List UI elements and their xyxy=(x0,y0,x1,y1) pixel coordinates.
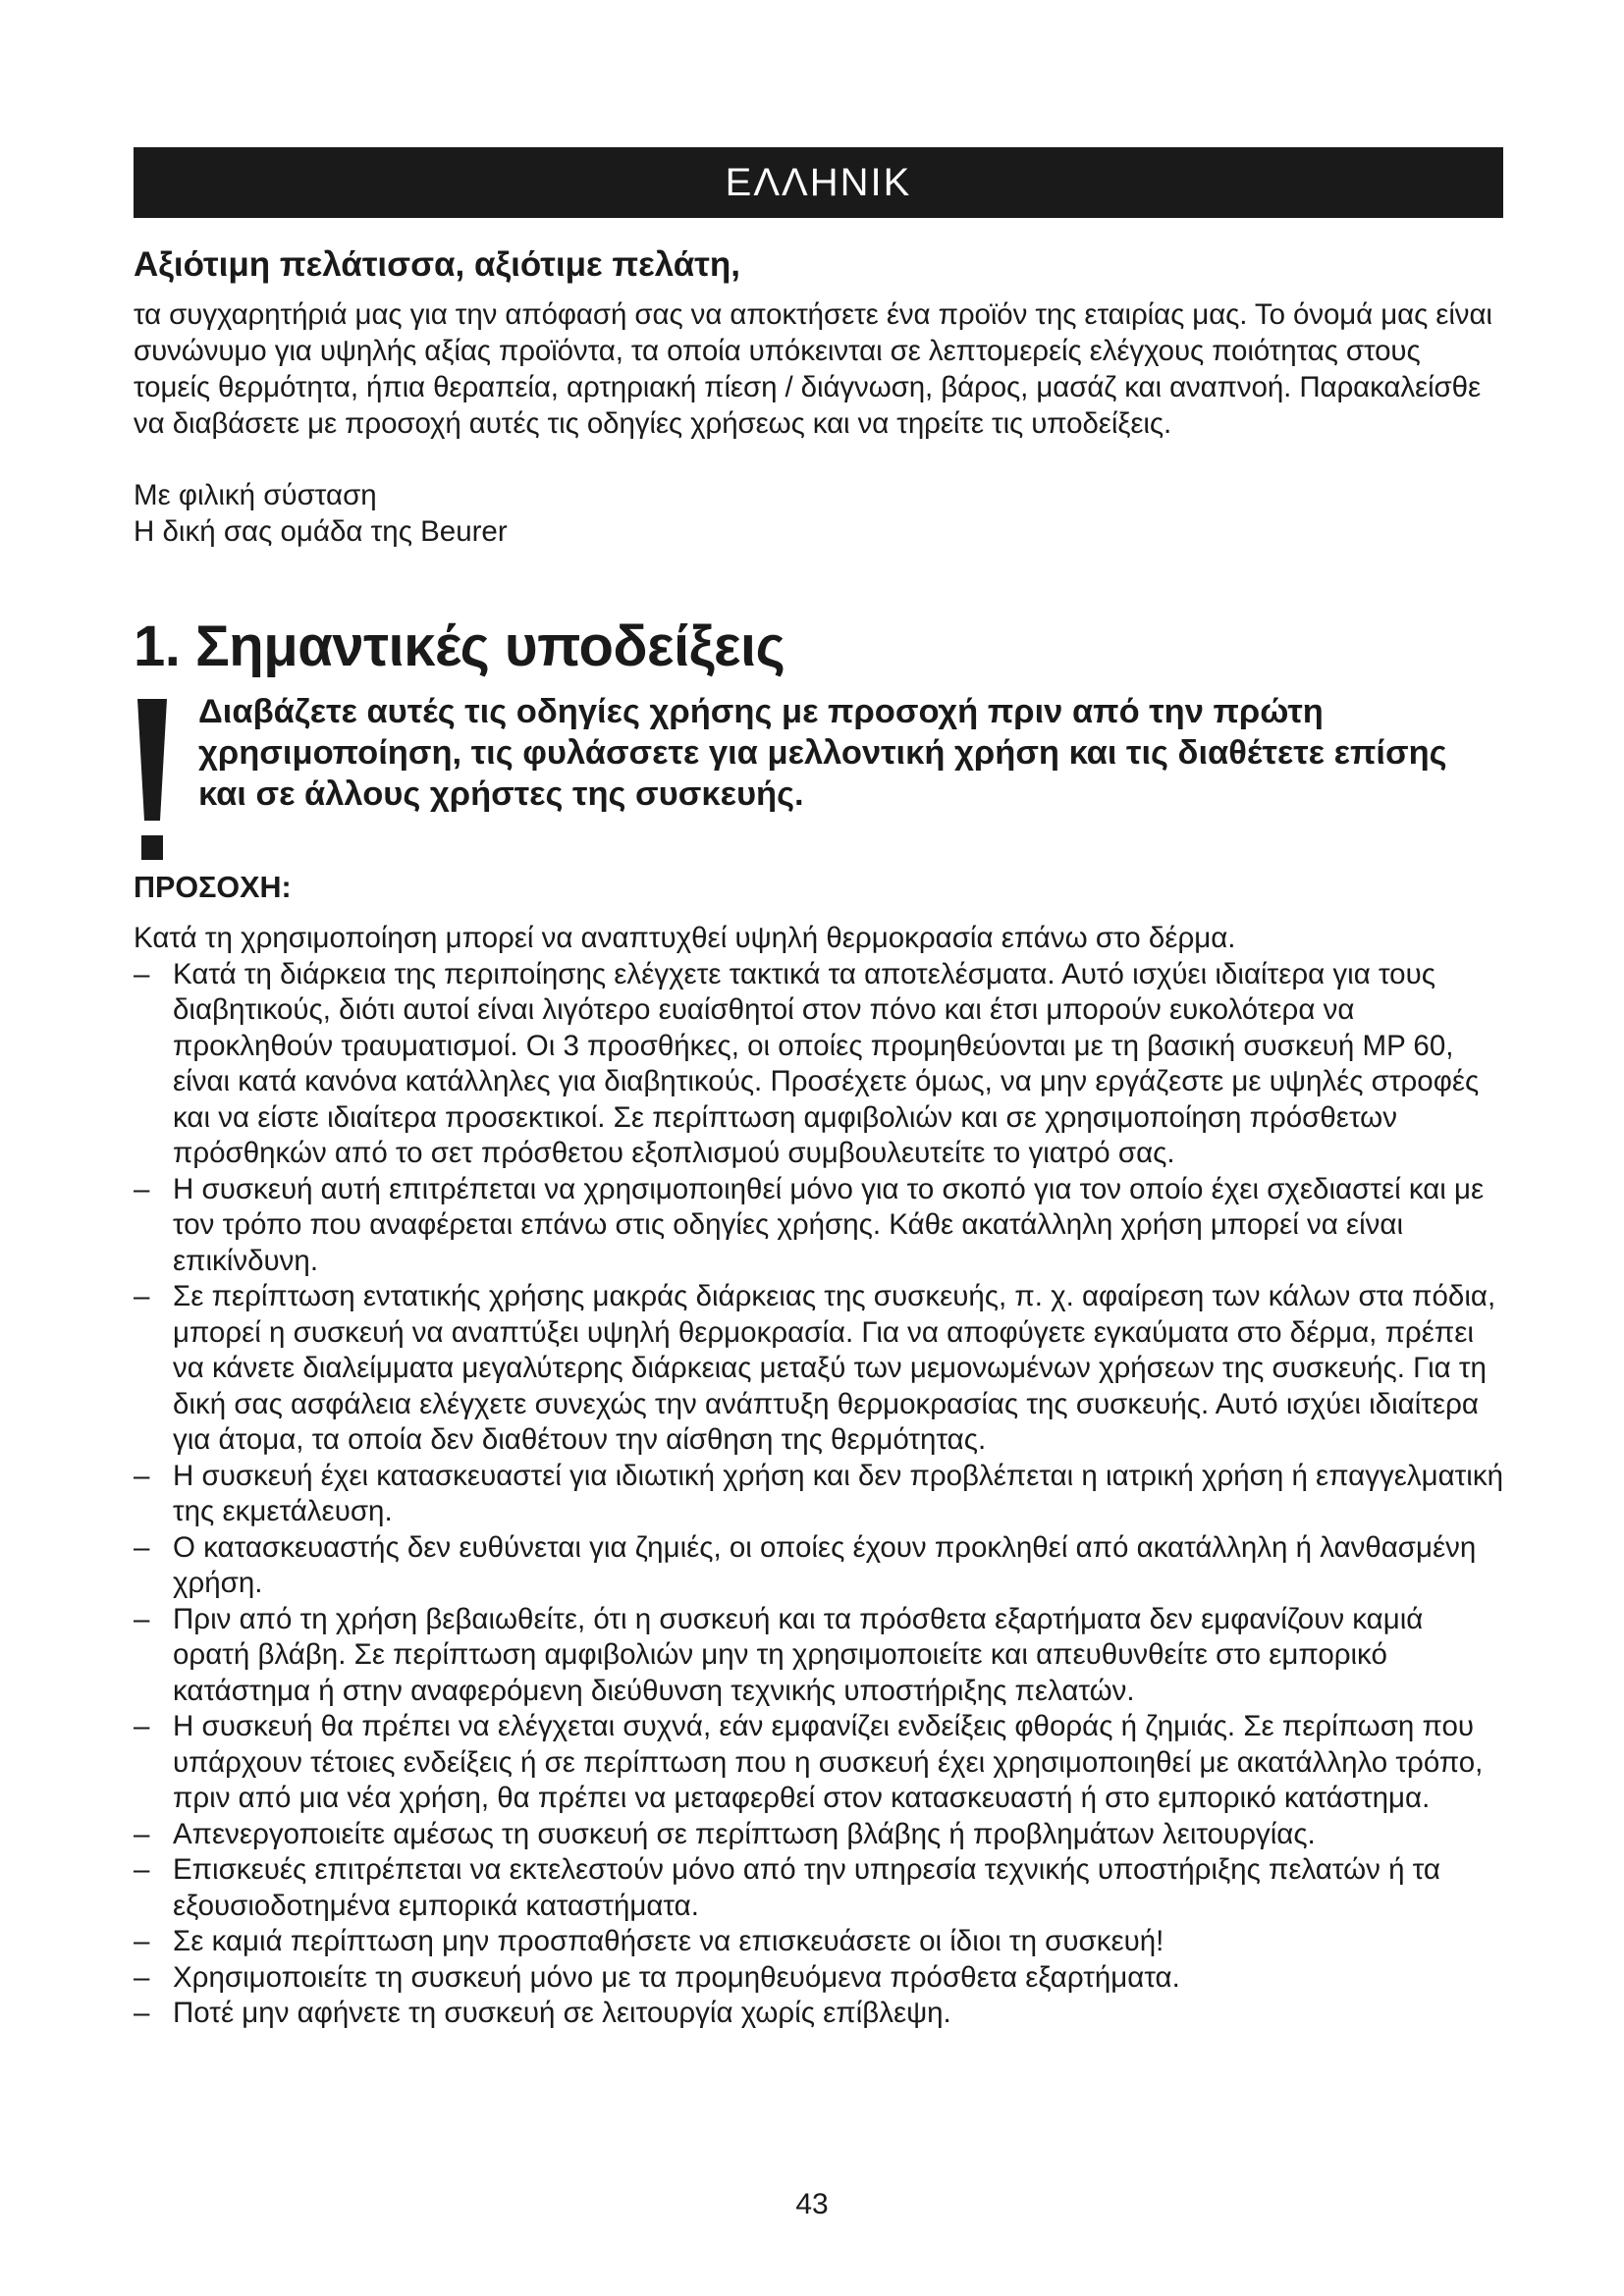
bullet-dash: – xyxy=(134,1853,150,1886)
bullet-dash: – xyxy=(134,1925,150,1957)
list-item-text: Επισκευές επιτρέπεται να εκτελεστούν μόνο από την υπηρεσία τεχνικής υποστήριξης πελατών ή τα εξουσιοδοτημένα εμπορικά καταστήματα. xyxy=(173,1853,1440,1922)
list-item xyxy=(134,1279,1503,1459)
list-item xyxy=(134,1924,1503,1960)
list-item-text: Η συσκευή έχει κατασκευαστεί για ιδιωτική χρήση και δεν προβλέπεται η ιατρική χρήση ή επαγγελματική της εκμετάλευση. xyxy=(173,1459,1504,1527)
list-item-text: Πριν από τη χρήση βεβαιωθείτε, ότι η συσκευή και τα πρόσθετα εξαρτήματα δεν εμφανίζουν καμιά ορατή βλάβη. Σε περίπτωση αμφιβολιών μην τη χρησιμοποιείτε και απευθυνθείτε στο εμπορικό κατάστημα ή στην αναφερόμενη διεύθυνση τεχνικής υποστήριξης πελατών. xyxy=(173,1602,1424,1707)
list-item xyxy=(134,1709,1503,1817)
list-item xyxy=(134,1852,1503,1924)
list-item xyxy=(134,1602,1503,1710)
list-item xyxy=(134,1996,1503,2032)
page-number: 43 xyxy=(795,2188,829,2220)
signoff xyxy=(134,477,1503,550)
bullet-dash: – xyxy=(134,1459,150,1492)
caution-heading: ΠΡΟΣΟΧΗ: xyxy=(134,871,292,904)
bullet-dash: – xyxy=(134,1602,150,1635)
bullet-dash: – xyxy=(134,1710,150,1742)
exclamation-icon xyxy=(134,699,171,864)
caution-lead: Κατά τη χρησιμοποίηση μπορεί να αναπτυχθεί υψηλή θερμοκρασία επάνω στο δέρμα. xyxy=(134,922,1236,954)
warning-text: Διαβάζετε αυτές τις οδηγίες χρήσης με προσοχή πριν από την πρώτη χρησιμοποίηση, τις φυλάσσετε για μελλοντική χρήση και τις διαθέτετε επίσης και σε άλλους χρήστες της συσκευής. xyxy=(198,693,1447,813)
section-title: 1. Σημαντικές υποδείξεις xyxy=(134,614,785,678)
list-item-text: Η συσκευή θα πρέπει να ελέγχεται συχνά, εάν εμφανίζει ενδείξεις φθοράς ή ζημιάς. Σε περίπωση που υπάρχουν τέτοιες ενδείξεις ή σε περίπτωση που η συσκευή έχει χρησιμοποιηθεί με ακατάλληλο τρόπο, πριν από μια νέα χρήση, θα πρέπει να μεταφερθεί στον κατασκευαστή ή στο εμπορικό κατάστημα. xyxy=(173,1710,1484,1814)
bullet-dash: – xyxy=(134,1172,150,1205)
list-item-text: Σε καμιά περίπτωση μην προσπαθήσετε να επισκευάσετε οι ίδιοι τη συσκευή! xyxy=(173,1925,1164,1957)
list-item-text: Η συσκευή αυτή επιτρέπεται να χρησιμοποιηθεί μόνο για το σκοπό για τον οποίο έχει σχεδιαστεί και με τον τρόπο που αναφέρεται επάνω στις οδηγίες χρήσης. Κάθε ακατάλληλη χρήση μπορεί να είναι επικίνδυνη. xyxy=(173,1172,1485,1277)
bullet-dash: – xyxy=(134,957,150,990)
list-item-text: Σε περίπτωση εντατικής χρήσης μακράς διάρκειας της συσκευής, π. χ. αφαίρεση των κάλων στα πόδια, μπορεί η συσκευή να αναπτύξει υψηλή θερμοκρασία. Για να αποφύγετε εγκαύματα στο δέρμα, πρέπει να κάνετε διαλείμματα μεγαλύτερης διάρκειας μεταξύ των μεμονωμένων χρήσεων της συσκευής. Για τη δική σας ασφάλεια ελέγχετε συνεχώς την ανάπτυξη θερμοκρασίας της συσκευής. Αυτό ισχύει ιδιαίτερα για άτομα, τα οποία δεν διαθέτουν την αίσθηση της θερμότητας. xyxy=(173,1280,1496,1456)
list-item xyxy=(134,1817,1503,1853)
greeting-heading: Αξιότιμη πελάτισσα, αξιότιμε πελάτη, xyxy=(134,245,741,284)
caution-list xyxy=(134,957,1503,2032)
list-item-text: Απενεργοποιείτε αμέσως τη συσκευή σε περίπτωση βλάβης ή προβλημάτων λειτουργίας. xyxy=(173,1817,1316,1850)
warning-block xyxy=(134,691,1503,815)
language-label: ΕΛΛΗΝΙΚ xyxy=(725,160,912,204)
list-item xyxy=(134,957,1503,1172)
signoff-line-1: Με φιλική σύσταση xyxy=(134,479,377,511)
list-item xyxy=(134,1172,1503,1280)
list-item xyxy=(134,1459,1503,1530)
list-item xyxy=(134,1960,1503,1997)
signoff-line-2: Η δική σας ομάδα της Beurer xyxy=(134,515,508,548)
list-item-text: Κατά τη διάρκεια της περιποίησης ελέγχετε τακτικά τα αποτελέσματα. Αυτό ισχύει ιδιαίτερα για τους διαβητικούς, διότι αυτοί είναι λιγότερο ευαίσθητοί στον πόνο και έτσι μπορούν ευκολότερα να προκληθούν τραυματισμοί. Οι 3 προσθήκες, οι οποίες προμηθεύονται με τη βασική συσκευή MP 60, είναι κατά κανόνα κατάλληλες για διαβητικούς. Προσέχετε όμως, να μην εργάζεστε με υψηλές στροφές και να είστε ιδιαίτερα προσεκτικοί. Σε περίπτωση αμφιβολιών και σε χρησιμοποίηση πρόσθετων πρόσθηκών από το σετ πρόσθετου εξοπλισμού συμβουλευτείτε το γιατρό σας. xyxy=(173,957,1480,1169)
bullet-dash: – xyxy=(134,1960,150,1994)
manual-page xyxy=(134,147,1503,2032)
list-item-text: Χρησιμοποιείτε τη συσκευή μόνο με τα προμηθευόμενα πρόσθετα εξαρτήματα. xyxy=(173,1960,1180,1994)
intro-paragraph: τα συγχαρητήριά μας για την απόφασή σας να αποκτήσετε ένα προϊόν της εταιρίας μας. Το όνομά μας είναι συνώνυμο για υψηλής αξίας προϊόντα, τα οποία υπόκεινται σε λεπτομερείς ελέγχους ποιότητας στους τομείς θερμότητα, ήπια θεραπεία, αρτηριακή πίεση / διάγνωση, βάρος, μασάζ και αναπνοή. Παρακαλείσθε να διαβάσετε με προσοχή αυτές τις οδηγίες χρήσεως και να τηρείτε τις υποδείξεις. xyxy=(134,298,1492,440)
list-item xyxy=(134,1530,1503,1602)
list-item-text: Ο κατασκευαστής δεν ευθύνεται για ζημιές, οι οποίες έχουν προκληθεί από ακατάλληλη ή λανθασμένη χρήση. xyxy=(173,1530,1477,1599)
bullet-dash: – xyxy=(134,1997,150,2029)
bullet-dash: – xyxy=(134,1530,150,1564)
bullet-dash: – xyxy=(134,1817,150,1850)
language-banner xyxy=(134,147,1503,218)
list-item-text: Ποτέ μην αφήνετε τη συσκευή σε λειτουργία χωρίς επίβλεψη. xyxy=(173,1997,951,2029)
bullet-dash: – xyxy=(134,1280,150,1312)
